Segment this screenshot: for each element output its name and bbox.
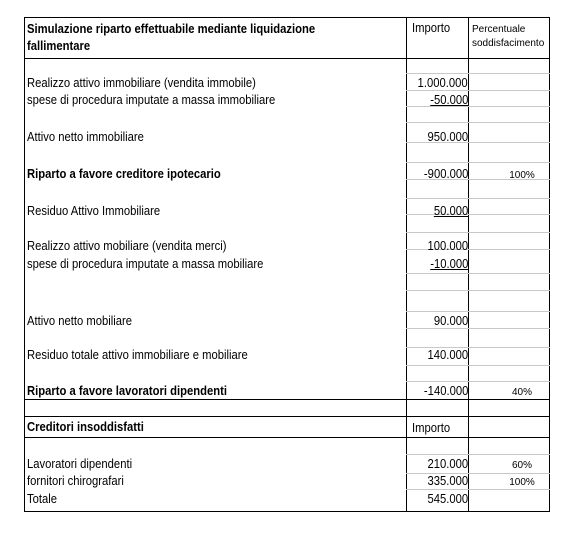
row-label: Riparto a favore lavoratori dipendenti xyxy=(27,384,228,398)
creditors-header-border xyxy=(24,437,550,438)
row-divider xyxy=(406,311,550,312)
percent-column-header: Percentuale soddisfacimento xyxy=(472,24,545,49)
creditor-label: fornitori chirografari xyxy=(27,474,124,488)
total-label: Totale xyxy=(27,492,58,506)
creditor-label: Lavoratori dipendenti xyxy=(27,457,133,471)
amount-column-header: Importo xyxy=(412,21,451,35)
row-divider xyxy=(406,290,550,291)
row-divider xyxy=(406,122,550,123)
row-amount: 1.000.000 xyxy=(417,76,468,90)
row-percent: 100% xyxy=(509,170,535,181)
section-divider xyxy=(24,399,550,400)
section-divider xyxy=(24,416,550,417)
creditor-percent: 100% xyxy=(509,477,535,488)
row-amount: -900.000 xyxy=(423,167,468,181)
row-divider xyxy=(406,162,550,163)
spreadsheet-table xyxy=(24,17,550,512)
row-label: Residuo Attivo Immobiliare xyxy=(27,204,161,218)
row-amount: -10.000 xyxy=(429,257,468,271)
row-label: Realizzo attivo immobiliare (vendita immobile) xyxy=(27,76,256,90)
row-amount: 950.000 xyxy=(427,130,468,144)
creditor-amount: 210.000 xyxy=(427,457,468,471)
table-title: Simulazione riparto effettuabile mediante liquidazione fallimentare xyxy=(27,22,316,53)
creditor-percent: 60% xyxy=(511,460,532,471)
creditors-title: Creditori insoddisfatti xyxy=(27,420,144,434)
table-top-border xyxy=(24,17,550,18)
row-label: Attivo netto immobiliare xyxy=(27,130,144,144)
row-label: Riparto a favore creditore ipotecario xyxy=(27,167,221,181)
row-divider xyxy=(406,73,550,74)
creditors-amount-header: Importo xyxy=(412,421,451,435)
total-amount: 545.000 xyxy=(427,492,468,506)
row-amount: 100.000 xyxy=(427,239,468,253)
row-divider xyxy=(406,365,550,366)
row-amount: -50.000 xyxy=(429,93,468,107)
header-bottom-border xyxy=(24,58,550,59)
row-divider xyxy=(406,328,550,329)
row-divider xyxy=(406,198,550,199)
row-label: Realizzo attivo mobiliare (vendita merci) xyxy=(27,239,227,253)
table-bottom-border xyxy=(24,511,550,512)
row-divider xyxy=(406,214,550,215)
row-divider xyxy=(406,381,550,382)
row-divider xyxy=(406,106,550,107)
row-divider xyxy=(406,90,550,91)
row-amount: 140.000 xyxy=(427,348,468,362)
row-label: Residuo totale attivo immobiliare e mobiliare xyxy=(27,348,248,362)
creditor-amount: 335.000 xyxy=(427,474,468,488)
row-amount: 50.000 xyxy=(433,204,468,218)
row-amount: -140.000 xyxy=(423,384,468,398)
row-label: spese di procedura imputate a massa mobiliare xyxy=(27,257,264,271)
row-label: spese di procedura imputate a massa immobiliare xyxy=(27,93,276,107)
row-percent: 40% xyxy=(511,387,532,398)
row-amount: 90.000 xyxy=(433,314,468,328)
row-divider xyxy=(406,454,550,455)
row-divider xyxy=(406,273,550,274)
row-label: Attivo netto mobiliare xyxy=(27,314,133,328)
row-divider xyxy=(406,232,550,233)
